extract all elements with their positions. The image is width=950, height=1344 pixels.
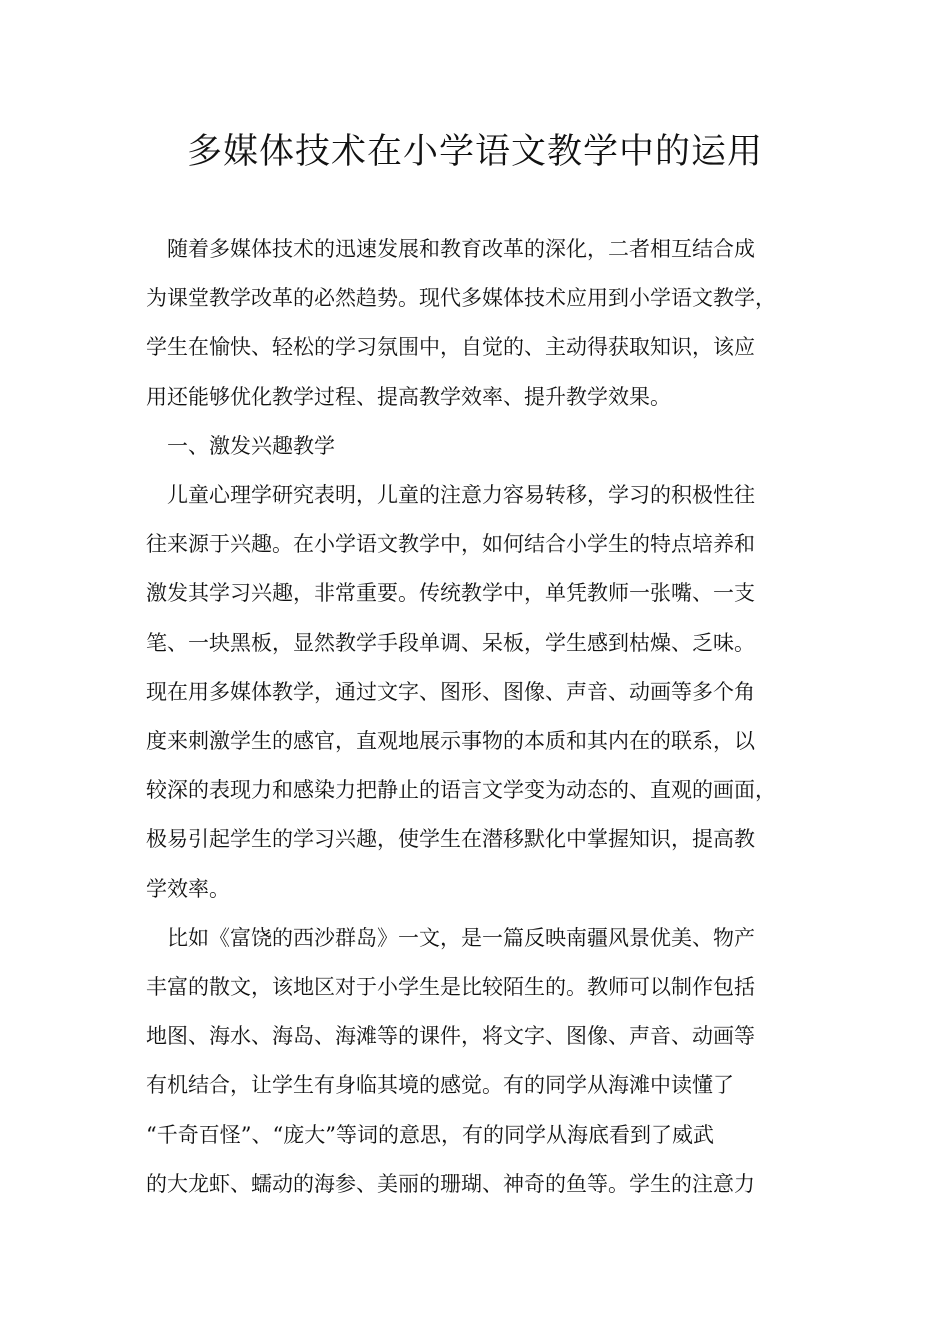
text-line: 丰富的散文，该地区对于小学生是比较陌生的。教师可以制作包括: [146, 975, 755, 1000]
text-line: 有机结合，让学生有身临其境的感觉。有的同学从海滩中读懂了: [146, 1073, 734, 1098]
text-line: 度来刺激学生的感官，直观地展示事物的本质和其内在的联系，以: [146, 729, 755, 754]
text-line: 笔、一块黑板，显然教学手段单调、呆板，学生感到枯燥、乏味。: [146, 630, 755, 655]
text-line: 往来源于兴趣。在小学语文教学中，如何结合小学生的特点培养和: [146, 532, 755, 557]
section-heading-text: 一、激发兴趣教学: [167, 433, 335, 458]
section-heading: [146, 422, 818, 471]
text-line: “千奇百怪”、“庞大”等词的意思，有的同学从海底看到了威武: [146, 1122, 714, 1147]
text-line: 激发其学习兴趣，非常重要。传统教学中，单凭教师一张嘴、一支: [146, 581, 755, 606]
paragraph-intro: [146, 225, 818, 422]
text-line: 较深的表现力和感染力把静止的语言文学变为动态的、直观的画面，: [146, 778, 776, 803]
text-line: 儿童心理学研究表明，儿童的注意力容易转移，学习的积极性往: [167, 483, 755, 508]
text-line: 学效率。: [146, 876, 230, 901]
document-body: [146, 225, 818, 1209]
document-title: 多媒体技术在小学语文教学中的运用: [186, 132, 763, 172]
text-line: 的大龙虾、蠕动的海参、美丽的珊瑚、神奇的鱼等。学生的注意力: [146, 1171, 755, 1196]
text-line: 为课堂教学改革的必然趋势。现代多媒体技术应用到小学语文教学，: [146, 286, 776, 311]
text-line: 极易引起学生的学习兴趣，使学生在潜移默化中掌握知识，提高教: [146, 827, 755, 852]
paragraph-example: [146, 914, 818, 1209]
text-line: 用还能够优化教学过程、提高教学效率、提升教学效果。: [146, 384, 671, 409]
paragraph-interest: [146, 471, 818, 914]
text-line: 地图、海水、海岛、海滩等的课件，将文字、图像、声音、动画等: [146, 1024, 755, 1049]
text-line: 现在用多媒体教学，通过文字、图形、图像、声音、动画等多个角: [146, 679, 755, 704]
text-line: 学生在愉快、轻松的学习氛围中，自觉的、主动得获取知识，该应: [146, 335, 755, 360]
text-line: 比如《富饶的西沙群岛》一文，是一篇反映南疆风景优美、物产: [167, 925, 755, 950]
text-line: 随着多媒体技术的迅速发展和教育改革的深化，二者相互结合成: [167, 237, 755, 261]
